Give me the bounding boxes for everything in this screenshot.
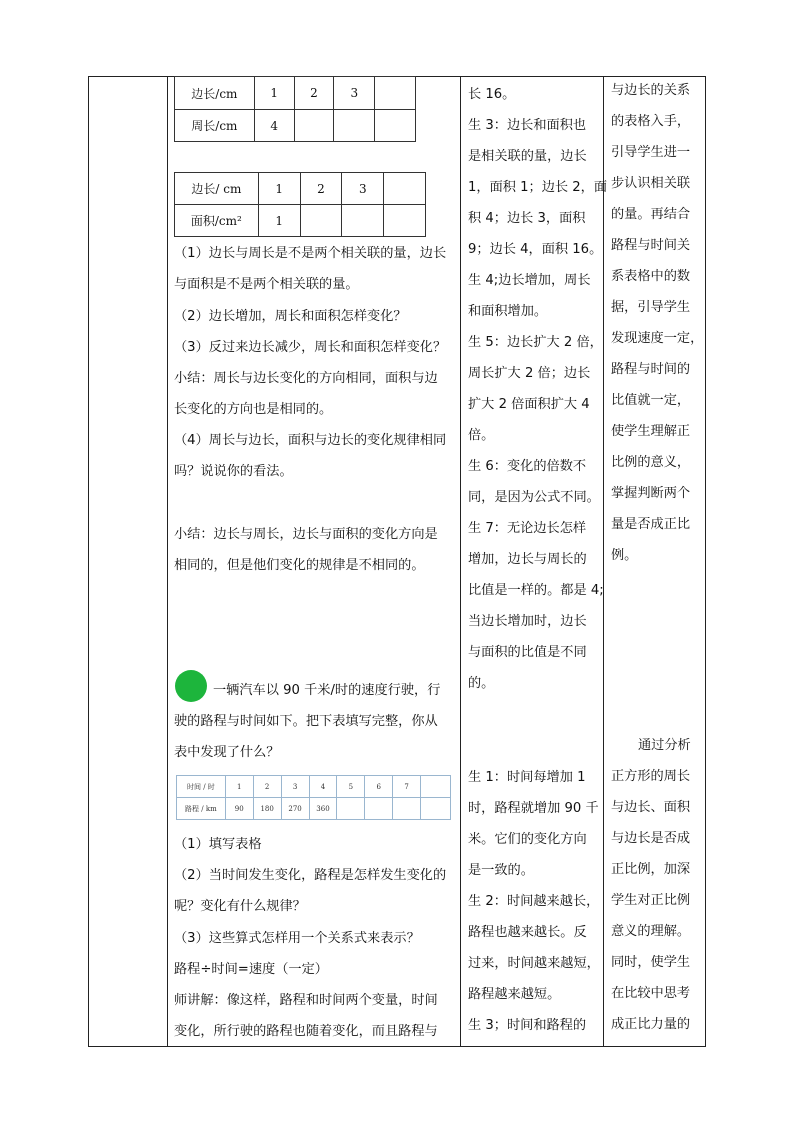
text-line: 增加，边长与周长的 — [468, 552, 587, 567]
text-line: 表中发现了什么？ — [174, 745, 280, 760]
table-cell — [393, 798, 421, 820]
text-line: 与面积的比值是不同 — [468, 645, 587, 660]
text-line: 引导学生进一 — [611, 145, 691, 160]
table-cell — [300, 205, 342, 237]
text-line: 积 4；边长 3，面积 — [468, 211, 586, 226]
text-line: 发现速度一定， — [611, 331, 704, 346]
table-cell: 边长/ cm — [175, 173, 259, 205]
text-line: 米。它们的变化方向 — [468, 832, 587, 847]
text-line: 1，面积 1；边长 2，面 — [468, 180, 608, 195]
table-cell: 2 — [294, 77, 334, 110]
text-line: （1）填写表格 — [174, 837, 262, 852]
text-line: 成正比力量的 — [611, 1017, 691, 1032]
text-line: 意义的理解。 — [611, 924, 691, 939]
text-line: 量是否成正比 — [611, 517, 691, 532]
text-line: 小结：周长与边长变化的方向相同，面积与边 — [174, 371, 438, 386]
table-cell: 时间 / 时 — [177, 776, 226, 798]
green-circle-icon — [175, 670, 207, 702]
table-cell: 4 — [254, 110, 294, 142]
text-line: 与边长的关系 — [611, 83, 691, 98]
table-cell: 7 — [393, 776, 421, 798]
text-line: 驶的路程与时间如下。把下表填写完整，你从 — [174, 714, 438, 729]
text-line: 比值就一定， — [611, 393, 691, 408]
table-cell — [384, 205, 426, 237]
text-line: 与边长、面积 — [611, 800, 691, 815]
table-cell — [337, 798, 365, 820]
text-line: 掌握判断两个 — [611, 486, 691, 501]
text-line: 与面积是不是两个相关联的量。 — [174, 277, 359, 292]
text-line: 的量。再结合 — [611, 207, 691, 222]
text-line: （2）当时间发生变化，路程是怎样发生变化的 — [174, 868, 447, 883]
table-cell: 270 — [281, 798, 309, 820]
text-line: 相同的，但是他们变化的规律是不相同的。 — [174, 558, 425, 573]
table-cell — [421, 776, 451, 798]
text-line: 生 5：边长扩大 2 倍， — [468, 335, 603, 350]
column-divider-1 — [167, 76, 168, 1047]
table-cell: 4 — [309, 776, 337, 798]
text-line: 生 6：变化的倍数不 — [468, 459, 587, 474]
text-line: 周长扩大 2 倍；边长 — [468, 366, 591, 381]
text-line: 同时，使学生 — [611, 955, 691, 970]
text-line: 扩大 2 倍面积扩大 4 — [468, 397, 590, 412]
text-line: 与边长是否成 — [611, 831, 691, 846]
side-area-table — [174, 172, 426, 237]
text-line: 生 1：时间每增加 1 — [468, 770, 586, 785]
text-line: 当边长增加时，边长 — [468, 614, 587, 629]
text-line: 据，引导学生 — [611, 300, 691, 315]
table-cell — [294, 110, 334, 142]
table-cell — [375, 77, 416, 110]
text-line: 小结：边长与周长，边长与面积的变化方向是 — [174, 527, 438, 542]
text-line: 路程也越来越长。反 — [468, 925, 587, 940]
text-line: 路程与时间关 — [611, 238, 691, 253]
table-cell: 1 — [254, 77, 294, 110]
text-line: （2）边长增加，周长和面积怎样变化？ — [174, 309, 407, 324]
text-line: 路程与时间的 — [611, 362, 691, 377]
text-line: 系表格中的数 — [611, 269, 691, 284]
table-cell — [384, 173, 426, 205]
table-cell: 1 — [258, 205, 300, 237]
side-perimeter-table — [174, 76, 416, 142]
text-line: 长变化的方向也是相同的。 — [174, 402, 333, 417]
text-line: 吗？说说你的看法。 — [174, 464, 293, 479]
text-line: （4）周长与边长，面积与边长的变化规律相同 — [174, 433, 447, 448]
table-cell — [421, 798, 451, 820]
text-line: 过来，时间越来越短， — [468, 956, 600, 971]
table-cell: 6 — [365, 776, 393, 798]
text-line: 路程越来越短。 — [468, 987, 561, 1002]
text-line: 和面积增加。 — [468, 304, 548, 319]
table-cell: 1 — [258, 173, 300, 205]
text-line: 的。 — [468, 676, 495, 691]
table-cell: 90 — [225, 798, 253, 820]
table-cell: 2 — [300, 173, 342, 205]
text-line: 通过分析 — [638, 738, 691, 753]
text-line: 同，是因为公式不同。 — [468, 490, 600, 505]
text-line: 生 7：无论边长怎样 — [468, 521, 587, 536]
text-line: 一辆汽车以 90 千米/时的速度行驶，行 — [213, 683, 441, 698]
text-line: 步认识相关联 — [611, 176, 691, 191]
text-line: 生 3：边长和面积也 — [468, 118, 587, 133]
text-line: 路程÷时间=速度（一定） — [174, 962, 328, 977]
text-line: 比值是一样的。都是 4; — [468, 583, 604, 598]
table-cell: 面积/cm² — [175, 205, 259, 237]
text-line: 生 4;边长增加，周长 — [468, 273, 591, 288]
table-cell: 3 — [342, 173, 384, 205]
time-distance-table — [176, 775, 451, 820]
text-line: 长 16。 — [468, 87, 516, 102]
table-cell: 180 — [253, 798, 281, 820]
text-line: 生 3；时间和路程的 — [468, 1018, 587, 1033]
text-line: 正比例，加深 — [611, 862, 691, 877]
table-cell: 2 — [253, 776, 281, 798]
table-cell — [334, 110, 375, 142]
text-line: （1）边长与周长是不是两个相关联的量，边长 — [174, 246, 447, 261]
text-line: 倍。 — [468, 428, 495, 443]
table-cell: 边长/cm — [175, 77, 255, 110]
text-line: 比例的意义， — [611, 455, 691, 470]
table-cell — [375, 110, 416, 142]
text-line: 是相关联的量，边长 — [468, 149, 587, 164]
table-cell: 3 — [281, 776, 309, 798]
text-line: 是一致的。 — [468, 863, 534, 878]
text-line: 学生对正比例 — [611, 893, 691, 908]
text-line: 9；边长 4，面积 16。 — [468, 242, 603, 257]
text-line: 生 2：时间越来越长， — [468, 894, 600, 909]
text-line: 在比较中思考 — [611, 986, 691, 1001]
table-cell: 5 — [337, 776, 365, 798]
text-line: 变化，所行驶的路程也随着变化，而且路程与 — [174, 1024, 438, 1039]
text-line: 时，路程就增加 90 千 — [468, 801, 599, 816]
table-cell — [342, 205, 384, 237]
text-line: 呢？变化有什么规律？ — [174, 899, 306, 914]
column-divider-3 — [603, 76, 604, 1047]
table-cell — [365, 798, 393, 820]
table-cell: 360 — [309, 798, 337, 820]
table-cell: 周长/cm — [175, 110, 255, 142]
text-line: 师讲解：像这样，路程和时间两个变量，时间 — [174, 993, 438, 1008]
table-cell: 1 — [225, 776, 253, 798]
text-line: 使学生理解正 — [611, 424, 691, 439]
text-line: 正方形的周长 — [611, 769, 691, 784]
column-divider-2 — [460, 76, 461, 1047]
text-line: （3）这些算式怎样用一个关系式来表示？ — [174, 931, 420, 946]
text-line: （3）反过来边长减少，周长和面积怎样变化？ — [174, 340, 447, 355]
text-line: 例。 — [611, 548, 638, 563]
table-cell: 3 — [334, 77, 375, 110]
table-cell: 路程 / km — [177, 798, 226, 820]
text-line: 的表格入手， — [611, 114, 691, 129]
